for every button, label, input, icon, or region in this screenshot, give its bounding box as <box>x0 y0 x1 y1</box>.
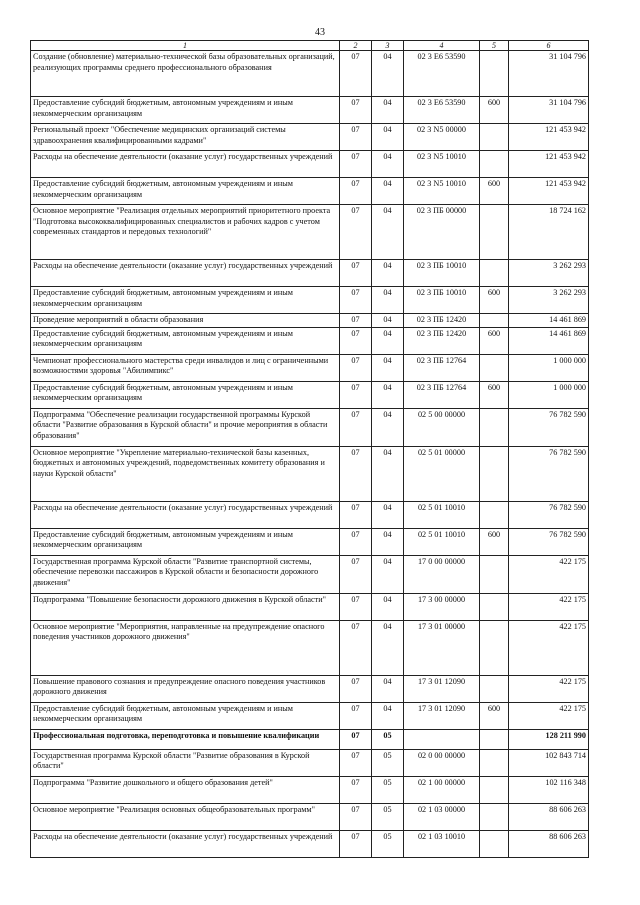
row-subsection: 04 <box>372 528 404 555</box>
row-amount: 88 606 263 <box>509 803 589 830</box>
row-expense-type <box>480 314 509 328</box>
table-row <box>31 205 589 260</box>
row-amount: 3 262 293 <box>509 287 589 314</box>
row-target-article: 02 3 N5 00000 <box>404 124 480 151</box>
table-row <box>31 620 589 675</box>
row-target-article <box>404 729 480 749</box>
row-name: Предоставление субсидий бюджетным, автономным учреждениям и иным некоммерческим организациям <box>31 327 340 354</box>
row-amount: 422 175 <box>509 675 589 702</box>
row-amount: 102 843 714 <box>509 749 589 776</box>
row-name: Создание (обновление) материально-технической базы образовательных организаций, реализующих программы среднего профессионального образования <box>31 51 340 97</box>
row-subsection: 05 <box>372 729 404 749</box>
row-name: Повышение правового сознания и предупреждение опасного поведения участников дорожного движения <box>31 675 340 702</box>
row-target-article: 02 3 N5 10010 <box>404 178 480 205</box>
row-amount: 88 606 263 <box>509 830 589 857</box>
row-section: 07 <box>340 446 372 501</box>
row-name: Предоставление субсидий бюджетным, автономным учреждениям и иным некоммерческим организациям <box>31 381 340 408</box>
row-expense-type: 600 <box>480 702 509 729</box>
row-subsection: 04 <box>372 287 404 314</box>
row-name: Подпрограмма "Обеспечение реализации государственной программы Курской области "Развитие образования в Курской области" и прочие мероприятия в области образования" <box>31 408 340 446</box>
table-row <box>31 830 589 857</box>
row-target-article: 17 3 01 12090 <box>404 702 480 729</box>
row-name: Предоставление субсидий бюджетным, автономным учреждениям и иным некоммерческим организациям <box>31 97 340 124</box>
row-subsection: 04 <box>372 205 404 260</box>
row-section: 07 <box>340 555 372 593</box>
row-target-article: 17 3 01 12090 <box>404 675 480 702</box>
row-expense-type <box>480 803 509 830</box>
table-row <box>31 327 589 354</box>
row-amount: 14 461 869 <box>509 327 589 354</box>
row-target-article: 17 3 01 00000 <box>404 620 480 675</box>
row-expense-type <box>480 151 509 178</box>
table-row <box>31 675 589 702</box>
row-name: Расходы на обеспечение деятельности (оказание услуг) государственных учреждений <box>31 830 340 857</box>
row-expense-type <box>480 205 509 260</box>
row-section: 07 <box>340 830 372 857</box>
row-amount: 102 116 348 <box>509 776 589 803</box>
row-amount: 422 175 <box>509 555 589 593</box>
row-section: 07 <box>340 675 372 702</box>
row-subsection: 05 <box>372 776 404 803</box>
row-section: 07 <box>340 729 372 749</box>
row-expense-type <box>480 620 509 675</box>
row-subsection: 05 <box>372 830 404 857</box>
row-subsection: 04 <box>372 555 404 593</box>
row-amount: 422 175 <box>509 593 589 620</box>
row-section: 07 <box>340 776 372 803</box>
row-subsection: 04 <box>372 408 404 446</box>
row-expense-type <box>480 729 509 749</box>
row-subsection: 04 <box>372 178 404 205</box>
budget-table <box>30 40 589 858</box>
row-target-article: 02 3 ПБ 12764 <box>404 354 480 381</box>
row-section: 07 <box>340 803 372 830</box>
row-amount: 18 724 162 <box>509 205 589 260</box>
col-header-subsection: 3 <box>372 41 404 51</box>
row-section: 07 <box>340 593 372 620</box>
row-target-article: 02 1 03 10010 <box>404 830 480 857</box>
row-subsection: 05 <box>372 803 404 830</box>
row-section: 07 <box>340 327 372 354</box>
row-amount: 14 461 869 <box>509 314 589 328</box>
table-row <box>31 803 589 830</box>
col-header-amount: 6 <box>509 41 589 51</box>
row-target-article: 02 3 ПБ 12764 <box>404 381 480 408</box>
row-expense-type: 600 <box>480 178 509 205</box>
row-expense-type <box>480 776 509 803</box>
row-amount: 76 782 590 <box>509 528 589 555</box>
row-amount: 121 453 942 <box>509 178 589 205</box>
table-row <box>31 178 589 205</box>
row-target-article: 02 5 01 10010 <box>404 501 480 528</box>
row-subsection: 04 <box>372 675 404 702</box>
table-row <box>31 151 589 178</box>
page-number: 43 <box>315 27 325 38</box>
row-target-article: 02 3 ПБ 10010 <box>404 287 480 314</box>
row-name: Подпрограмма "Развитие дошкольного и общего образования детей" <box>31 776 340 803</box>
table-row <box>31 501 589 528</box>
row-section: 07 <box>340 260 372 287</box>
row-section: 07 <box>340 314 372 328</box>
row-subsection: 04 <box>372 501 404 528</box>
row-subsection: 05 <box>372 749 404 776</box>
col-header-section: 2 <box>340 41 372 51</box>
row-section: 07 <box>340 749 372 776</box>
table-row <box>31 260 589 287</box>
row-section: 07 <box>340 151 372 178</box>
row-name: Профессиональная подготовка, переподготовка и повышение квалификации <box>31 729 340 749</box>
row-target-article: 02 3 ПБ 12420 <box>404 327 480 354</box>
row-expense-type <box>480 260 509 287</box>
row-amount: 422 175 <box>509 620 589 675</box>
row-expense-type <box>480 51 509 97</box>
row-subsection: 04 <box>372 381 404 408</box>
row-subsection: 04 <box>372 51 404 97</box>
row-name: Региональный проект "Обеспечение медицинских организаций системы здравоохранения квалифицированными кадрами" <box>31 124 340 151</box>
row-subsection: 04 <box>372 620 404 675</box>
row-subsection: 04 <box>372 446 404 501</box>
row-target-article: 17 3 00 00000 <box>404 593 480 620</box>
row-subsection: 04 <box>372 124 404 151</box>
table-row <box>31 408 589 446</box>
row-section: 07 <box>340 408 372 446</box>
row-section: 07 <box>340 501 372 528</box>
table-row <box>31 287 589 314</box>
row-expense-type: 600 <box>480 287 509 314</box>
row-expense-type <box>480 830 509 857</box>
col-header-name: 1 <box>31 41 340 51</box>
row-subsection: 04 <box>372 327 404 354</box>
row-amount: 1 000 000 <box>509 381 589 408</box>
row-amount: 422 175 <box>509 702 589 729</box>
row-expense-type <box>480 555 509 593</box>
col-header-expense-type: 5 <box>480 41 509 51</box>
row-target-article: 02 1 03 00000 <box>404 803 480 830</box>
row-name: Государственная программа Курской области "Развитие транспортной системы, обеспечение перевозки пассажиров в Курской области и безопасности дорожного движения" <box>31 555 340 593</box>
row-amount: 31 104 796 <box>509 97 589 124</box>
table-row <box>31 381 589 408</box>
row-target-article: 02 3 ПБ 10010 <box>404 260 480 287</box>
row-expense-type <box>480 675 509 702</box>
table-row <box>31 354 589 381</box>
table-row <box>31 593 589 620</box>
row-expense-type: 600 <box>480 327 509 354</box>
table-row <box>31 314 589 328</box>
row-target-article: 02 3 Е6 53590 <box>404 51 480 97</box>
row-name: Подпрограмма "Повышение безопасности дорожного движения в Курской области" <box>31 593 340 620</box>
table-row <box>31 776 589 803</box>
row-name: Основное мероприятие "Мероприятия, направленные на предупреждение опасного поведения участников дорожного движения" <box>31 620 340 675</box>
table-row <box>31 702 589 729</box>
row-subsection: 04 <box>372 593 404 620</box>
row-amount: 76 782 590 <box>509 446 589 501</box>
table-row <box>31 124 589 151</box>
table-row <box>31 51 589 97</box>
row-target-article: 02 5 01 00000 <box>404 446 480 501</box>
row-name: Предоставление субсидий бюджетным, автономным учреждениям и иным некоммерческим организациям <box>31 178 340 205</box>
row-expense-type: 600 <box>480 528 509 555</box>
row-expense-type <box>480 501 509 528</box>
row-target-article: 02 3 N5 10010 <box>404 151 480 178</box>
table-row <box>31 97 589 124</box>
row-subsection: 04 <box>372 702 404 729</box>
row-expense-type <box>480 593 509 620</box>
row-expense-type <box>480 124 509 151</box>
table-row <box>31 749 589 776</box>
table-row <box>31 729 589 749</box>
row-subsection: 04 <box>372 97 404 124</box>
row-section: 07 <box>340 287 372 314</box>
row-name: Основное мероприятие "Реализация отдельных мероприятий приоритетного проекта "Подготовка высококвалифицированных специалистов и рабочих кадров с учетом современных стандартов и передовых технологий" <box>31 205 340 260</box>
row-expense-type: 600 <box>480 97 509 124</box>
row-target-article: 02 1 00 00000 <box>404 776 480 803</box>
row-name: Чемпионат профессионального мастерства среди инвалидов и лиц с ограниченными возможностями здоровья "Абилимпикс" <box>31 354 340 381</box>
row-target-article: 02 3 ПБ 00000 <box>404 205 480 260</box>
row-amount: 31 104 796 <box>509 51 589 97</box>
row-subsection: 04 <box>372 151 404 178</box>
row-expense-type <box>480 408 509 446</box>
column-number-row <box>31 41 589 51</box>
row-name: Основное мероприятие "Укрепление материально-технической базы казенных, бюджетных и автономных учреждений, подведомственных комитету образования и науки Курской области" <box>31 446 340 501</box>
row-subsection: 04 <box>372 354 404 381</box>
row-target-article: 02 3 Е6 53590 <box>404 97 480 124</box>
row-name: Проведение мероприятий в области образования <box>31 314 340 328</box>
row-target-article: 02 5 01 10010 <box>404 528 480 555</box>
row-section: 07 <box>340 205 372 260</box>
row-amount: 121 453 942 <box>509 124 589 151</box>
row-expense-type: 600 <box>480 381 509 408</box>
row-name: Расходы на обеспечение деятельности (оказание услуг) государственных учреждений <box>31 501 340 528</box>
row-subsection: 04 <box>372 314 404 328</box>
table-row <box>31 555 589 593</box>
row-expense-type <box>480 749 509 776</box>
row-target-article: 02 0 00 00000 <box>404 749 480 776</box>
row-section: 07 <box>340 381 372 408</box>
row-target-article: 02 3 ПБ 12420 <box>404 314 480 328</box>
table-row <box>31 528 589 555</box>
row-section: 07 <box>340 178 372 205</box>
row-name: Предоставление субсидий бюджетным, автономным учреждениям и иным некоммерческим организациям <box>31 702 340 729</box>
row-amount: 121 453 942 <box>509 151 589 178</box>
row-name: Предоставление субсидий бюджетным, автономным учреждениям и иным некоммерческим организациям <box>31 528 340 555</box>
row-section: 07 <box>340 97 372 124</box>
row-expense-type <box>480 446 509 501</box>
row-amount: 76 782 590 <box>509 408 589 446</box>
col-header-target-article: 4 <box>404 41 480 51</box>
row-name: Расходы на обеспечение деятельности (оказание услуг) государственных учреждений <box>31 260 340 287</box>
row-target-article: 17 0 00 00000 <box>404 555 480 593</box>
row-amount: 3 262 293 <box>509 260 589 287</box>
row-amount: 1 000 000 <box>509 354 589 381</box>
table-row <box>31 446 589 501</box>
row-name: Предоставление субсидий бюджетным, автономным учреждениям и иным некоммерческим организациям <box>31 287 340 314</box>
row-name: Расходы на обеспечение деятельности (оказание услуг) государственных учреждений <box>31 151 340 178</box>
row-section: 07 <box>340 124 372 151</box>
row-section: 07 <box>340 702 372 729</box>
row-section: 07 <box>340 528 372 555</box>
row-name: Основное мероприятие "Реализация основных общеобразовательных программ" <box>31 803 340 830</box>
row-target-article: 02 5 00 00000 <box>404 408 480 446</box>
row-section: 07 <box>340 51 372 97</box>
row-amount: 76 782 590 <box>509 501 589 528</box>
row-subsection: 04 <box>372 260 404 287</box>
row-section: 07 <box>340 620 372 675</box>
row-name: Государственная программа Курской области "Развитие образования в Курской области" <box>31 749 340 776</box>
row-section: 07 <box>340 354 372 381</box>
row-expense-type <box>480 354 509 381</box>
row-amount: 128 211 990 <box>509 729 589 749</box>
